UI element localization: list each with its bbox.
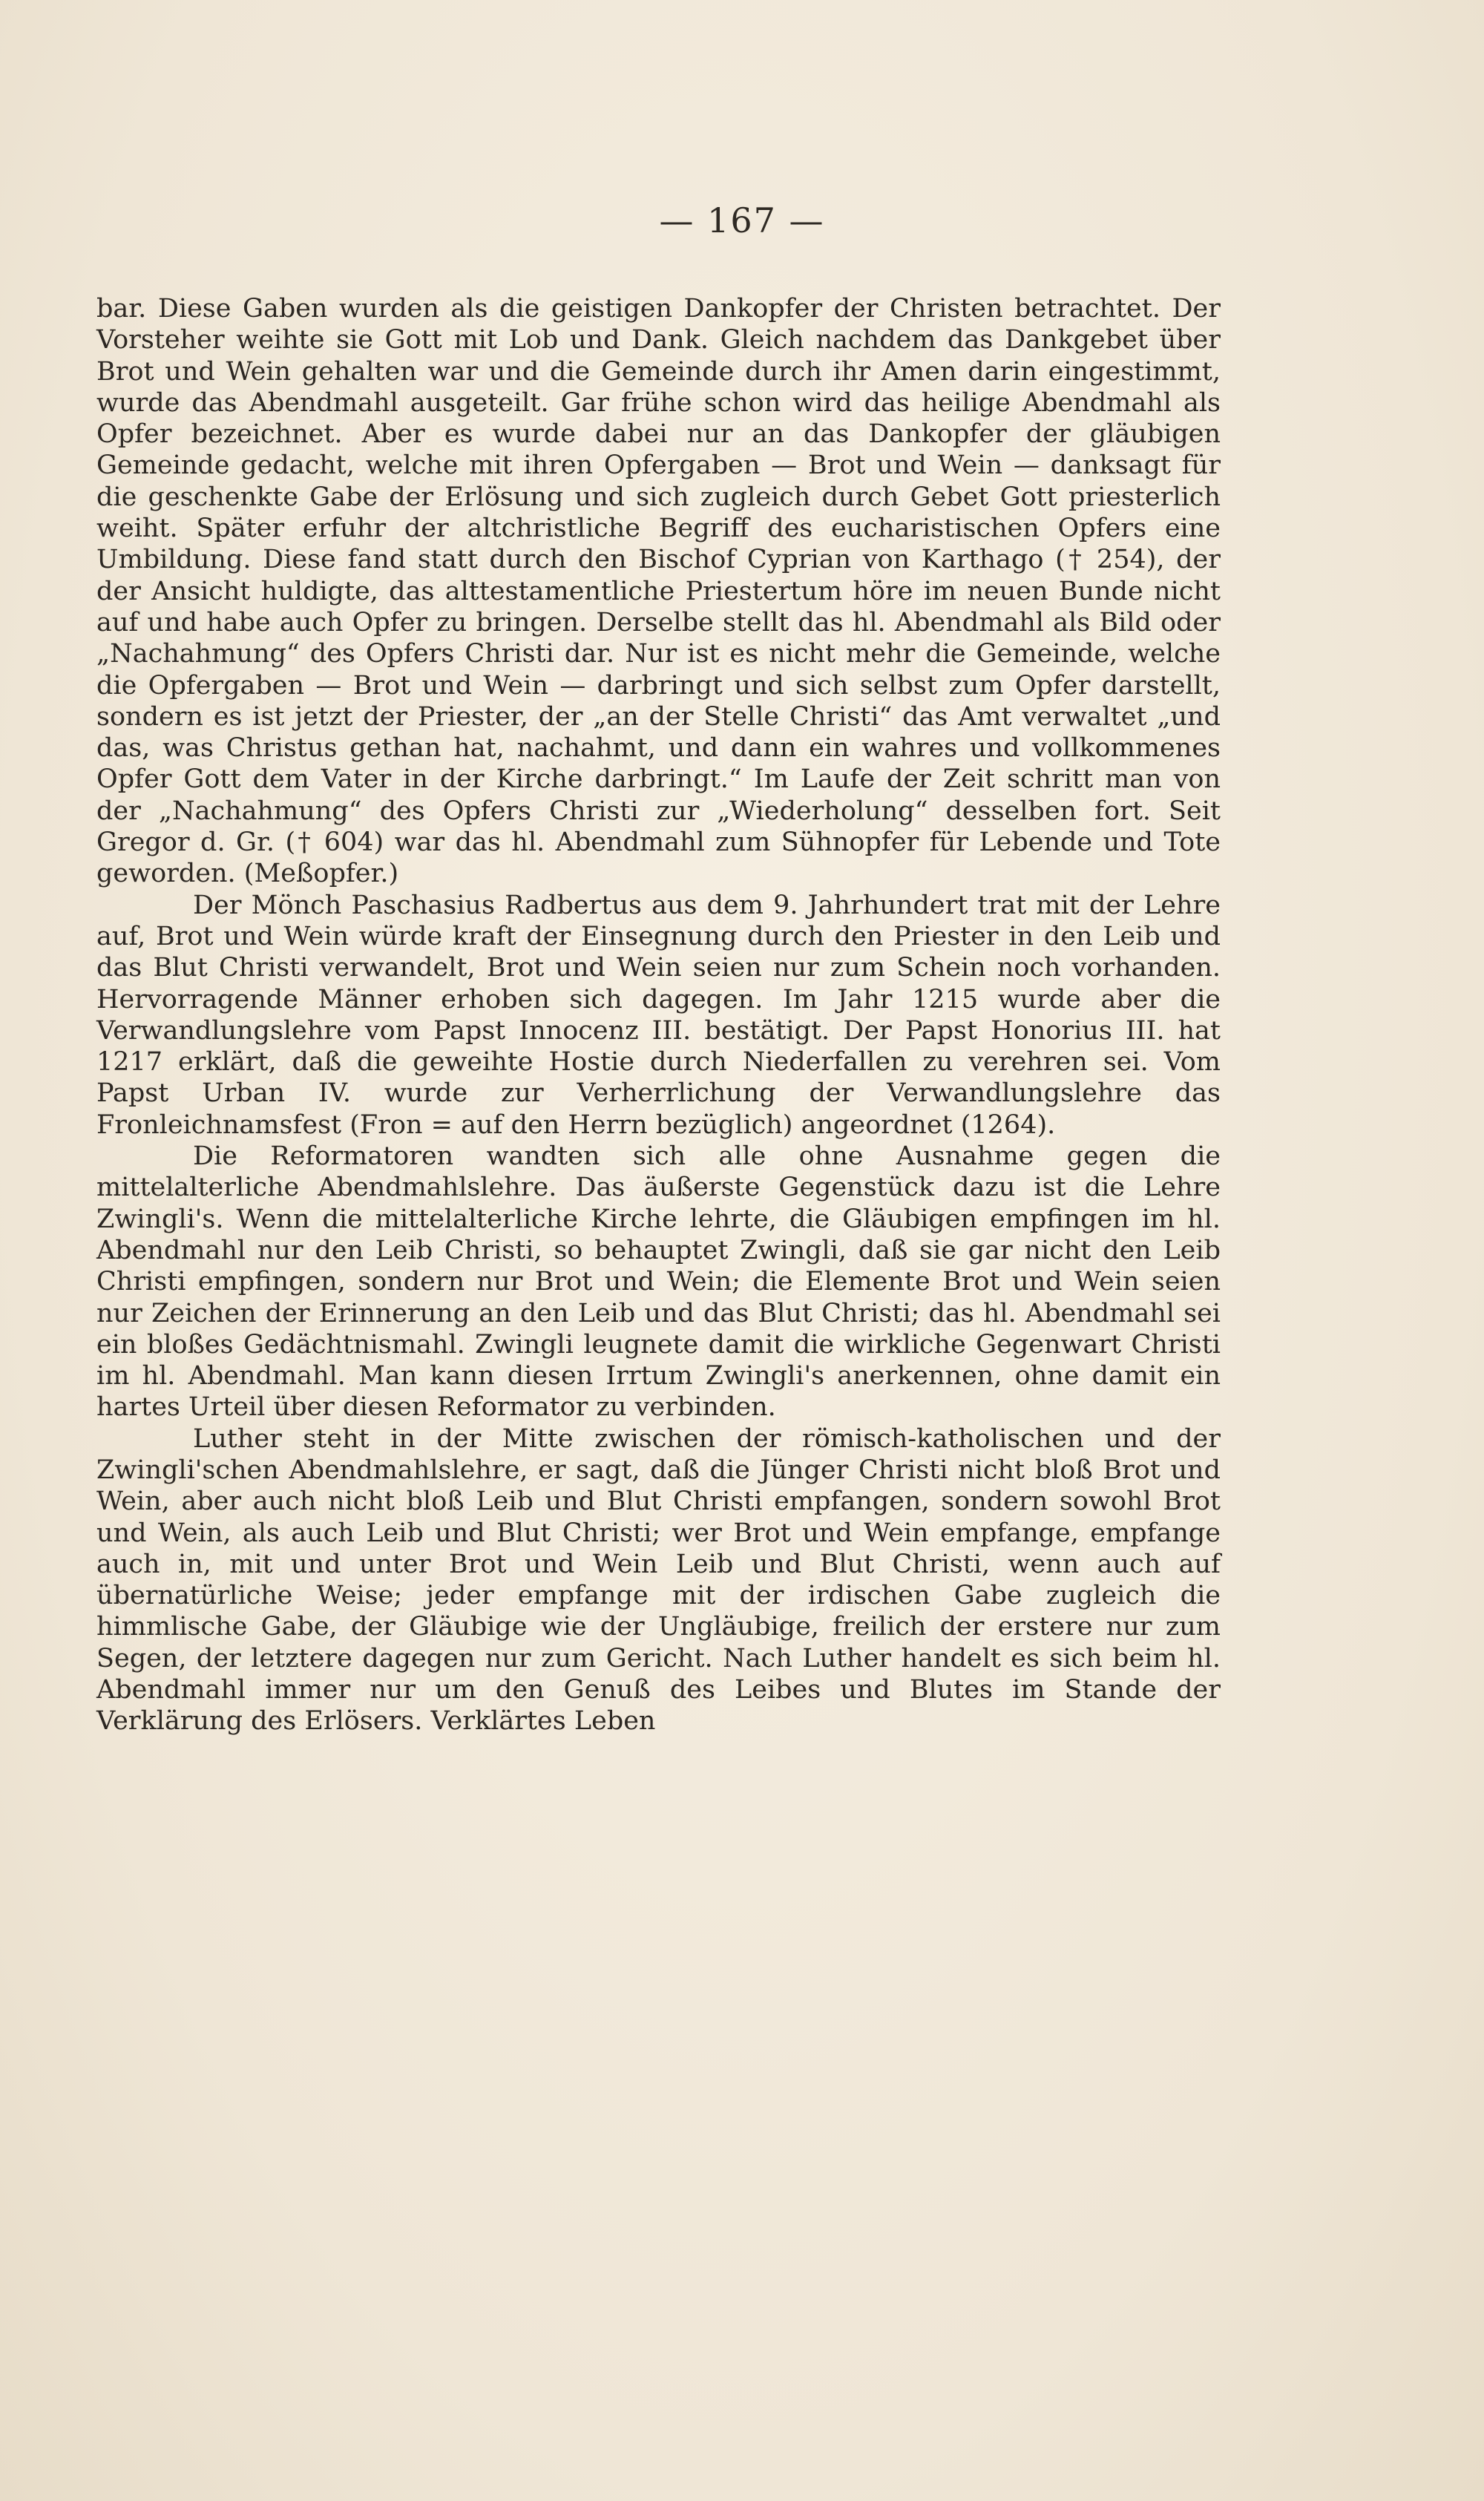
paragraph-3: Die Reformatoren wandten sich alle ohne Ausnahme gegen die mittelalterliche Abendmahlslehre. Das äußerste Gegenstück dazu ist die Lehre Zwingli's. Wenn die mittelalterliche Kirche lehrte, die Gläubigen empfingen im hl. Abendmahl nur den Leib Christi, so behauptet Zwingli, daß sie gar nicht den Leib Christi empfingen, sondern nur Brot und Wein; die Elemente Brot und Wein seien nur Zeichen der Erinnerung an den Leib und das Blut Christi; das hl. Abendmahl sei ein bloßes Gedächtnismahl. Zwingli leugnete damit die wirkliche Gegenwart Christi im hl. Abendmahl. Man kann diesen Irrtum Zwingli's anerkennen, ohne damit ein hartes Urteil über diesen Reformator zu verbinden. xyxy=(96,1141,1221,1423)
body-text xyxy=(96,293,1221,1737)
paragraph-1: bar. Diese Gaben wurden als die geistigen Dankopfer der Christen betrachtet. Der Vorsteher weihte sie Gott mit Lob und Dank. Gleich nachdem das Dankgebet über Brot und Wein gehalten war und die Gemeinde durch ihr Amen darin eingestimmt, wurde das Abendmahl ausgeteilt. Gar frühe schon wird das heilige Abendmahl als Opfer bezeichnet. Aber es wurde dabei nur an das Dankopfer der gläubigen Gemeinde gedacht, welche mit ihren Opfergaben — Brot und Wein — danksagt für die geschenkte Gabe der Erlösung und sich zugleich durch Gebet Gott priesterlich weiht. Später erfuhr der altchristliche Begriff des eucharistischen Opfers eine Umbildung. Diese fand statt durch den Bischof Cyprian von Karthago († 254), der der Ansicht huldigte, das alttestamentliche Priestertum höre im neuen Bunde nicht auf und habe auch Opfer zu bringen. Derselbe stellt das hl. Abendmahl als Bild oder „Nachahmung“ des Opfers Christi dar. Nur ist es nicht mehr die Gemeinde, welche die Opfergaben — Brot und Wein — darbringt und sich selbst zum Opfer darstellt, sondern es ist jetzt der Priester, der „an der Stelle Christi“ das Amt verwaltet „und das, was Christus gethan hat, nachahmt, und dann ein wahres und vollkommenes Opfer Gott dem Vater in der Kirche darbringt.“ Im Laufe der Zeit schritt man von der „Nachahmung“ des Opfers Christi zur „Wiederholung“ desselben fort. Seit Gregor d. Gr. († 604) war das hl. Abendmahl zum Sühnopfer für Lebende und Tote geworden. (Meßopfer.) xyxy=(96,294,1221,889)
paragraph-4: Luther steht in der Mitte zwischen der römisch-katholischen und der Zwingli'schen Abendmahlslehre, er sagt, daß die Jünger Christi nicht bloß Brot und Wein, aber auch nicht bloß Leib und Blut Christi empfangen, sondern sowohl Brot und Wein, als auch Leib und Blut Christi; wer Brot und Wein empfange, empfange auch in, mit und unter Brot und Wein Leib und Blut Christi, wenn auch auf übernatürliche Weise; jeder empfange mit der irdischen Gabe zugleich die himmlische Gabe, der Gläubige wie der Ungläubige, freilich der erstere nur zum Segen, der letztere dagegen nur zum Gericht. Nach Luther handelt es sich beim hl. Abendmahl immer nur um den Genuß des Leibes und Blutes im Stande der Verklärung des Erlösers. Verklärtes Leben xyxy=(96,1423,1221,1737)
page-number: — 167 — xyxy=(659,200,825,240)
paragraph-2: Der Mönch Paschasius Radbertus aus dem 9. Jahrhundert trat mit der Lehre auf, Brot und Wein würde kraft der Einsegnung durch den Priester in den Leib und das Blut Christi verwandelt, Brot und Wein seien nur zum Schein noch vorhanden. Hervorragende Männer erhoben sich dagegen. Im Jahr 1215 wurde aber die Verwandlungslehre vom Papst Innocenz III. bestätigt. Der Papst Honorius III. hat 1217 erklärt, daß die geweihte Hostie durch Niederfallen zu verehren sei. Vom Papst Urban IV. wurde zur Verherrlichung der Verwandlungslehre das Fronleichnamsfest (Fron = auf den Herrn bezüglich) angeordnet (1264). xyxy=(96,890,1221,1140)
